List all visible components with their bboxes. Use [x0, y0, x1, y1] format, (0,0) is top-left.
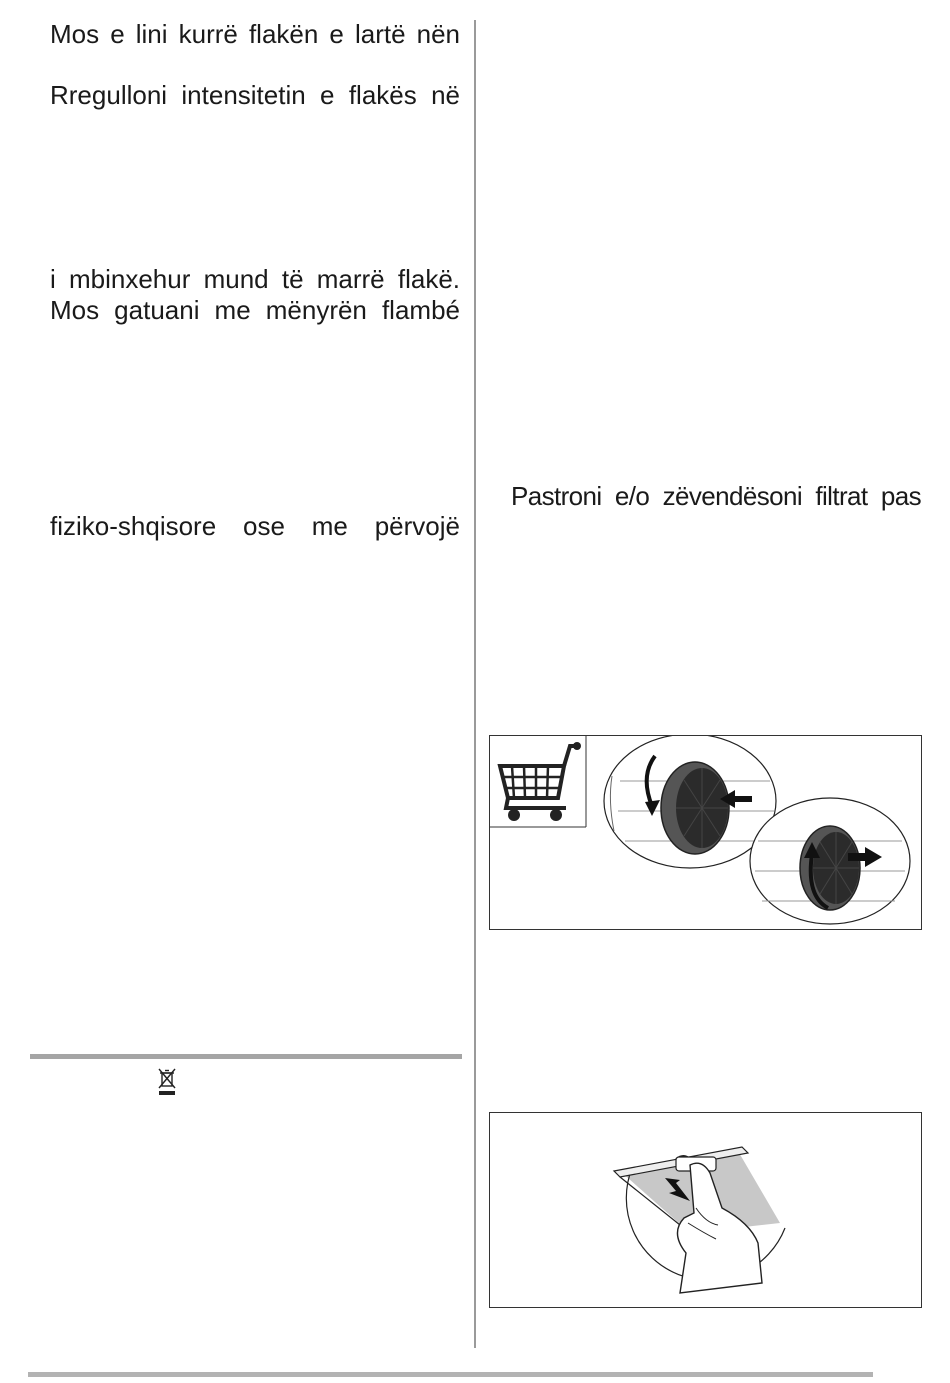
crossed-out-bin-icon [157, 1068, 177, 1096]
section-rule [30, 1054, 462, 1059]
shopping-cart-icon [490, 736, 586, 827]
text-line-sensory: fiziko-shqisore ose me përvojë [50, 511, 460, 541]
text-line-flame-warning: Mos e lini kurrë flakën e lartë nën [50, 19, 460, 49]
text-line-flambe: Mos gatuani me mënyrën flambé [50, 295, 460, 325]
text-line-clean-filters: Pastroni e/o zëvendësoni filtrat pas [511, 481, 921, 511]
text-line-flame-intensity: Rregulloni intensitetin e flakës në [50, 80, 460, 110]
page-footer-rule [28, 1372, 873, 1377]
column-divider [474, 20, 476, 1348]
grease-filter-release-figure [489, 1112, 922, 1308]
text-line-overheat: i mbinxehur mund të marrë flakë. [50, 264, 460, 294]
filter-remove-detail [750, 798, 910, 924]
filter-replacement-figure [489, 735, 922, 930]
filter-insert-detail [604, 736, 776, 868]
